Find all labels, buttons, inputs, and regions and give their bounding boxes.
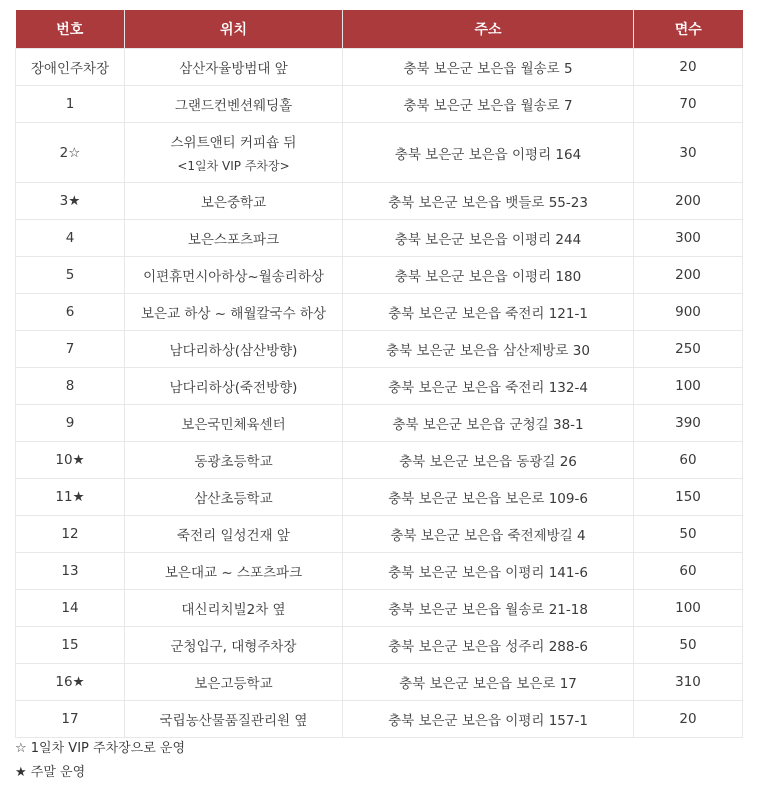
cell-number — [16, 590, 125, 627]
cell-spaces — [634, 123, 743, 183]
cell-location — [125, 664, 343, 701]
cell-number-text: 16★ — [55, 674, 85, 690]
table-row — [16, 86, 743, 123]
cell-location — [125, 627, 343, 664]
legend-notes — [15, 739, 185, 787]
cell-spaces-text: 60 — [679, 563, 697, 579]
cell-address-text: 충북 보은군 보은읍 보은로 109-6 — [388, 491, 588, 507]
cell-number — [16, 442, 125, 479]
cell-location — [125, 294, 343, 331]
cell-location — [125, 516, 343, 553]
cell-spaces-text: 50 — [679, 526, 697, 542]
cell-location — [125, 553, 343, 590]
table-row — [16, 183, 743, 220]
cell-address-text: 충북 보은군 보은읍 월송로 7 — [403, 98, 573, 114]
table-row — [16, 553, 743, 590]
cell-location-text: 국립농산물품질관리원 옆 — [159, 713, 308, 729]
cell-number — [16, 627, 125, 664]
cell-address-text: 충북 보은군 보은읍 성주리 288-6 — [388, 639, 588, 655]
cell-spaces-text: 150 — [675, 489, 701, 505]
cell-address — [343, 294, 634, 331]
cell-number — [16, 294, 125, 331]
cell-location — [125, 183, 343, 220]
cell-location — [125, 701, 343, 738]
cell-location-text: 스위트앤티 커피숍 뒤 — [170, 135, 297, 151]
cell-location — [125, 331, 343, 368]
cell-location — [125, 405, 343, 442]
cell-number-text: 2☆ — [59, 144, 81, 161]
cell-location — [125, 123, 343, 183]
cell-number-text: 10★ — [55, 452, 85, 468]
cell-address — [343, 442, 634, 479]
cell-location-text: 그랜드컨벤션웨딩홀 — [174, 98, 293, 114]
cell-number-text: 13 — [61, 563, 79, 579]
cell-address — [343, 368, 634, 405]
cell-address — [343, 553, 634, 590]
cell-spaces — [634, 86, 743, 123]
cell-number-text: 15 — [61, 637, 79, 653]
cell-location-text: 삼산초등학교 — [194, 491, 273, 507]
note-weekend: ★ 주말 운영 — [15, 765, 86, 780]
cell-address — [343, 49, 634, 86]
parking-table — [15, 10, 743, 738]
cell-number-text: 9 — [65, 415, 75, 431]
cell-number — [16, 553, 125, 590]
cell-address — [343, 516, 634, 553]
table-row — [16, 442, 743, 479]
cell-number-text: 장애인주차장 — [30, 61, 110, 77]
cell-location-text: 죽전리 일성건재 앞 — [177, 528, 290, 544]
table-row — [16, 294, 743, 331]
note-vip: ☆ 1일차 VIP 주차장으로 운영 — [15, 741, 186, 756]
cell-address — [343, 331, 634, 368]
cell-address — [343, 479, 634, 516]
header-location: 위치 — [125, 10, 343, 49]
cell-address — [343, 701, 634, 738]
cell-location-text: 보은고등학교 — [194, 676, 273, 692]
cell-spaces-text: 200 — [675, 193, 701, 209]
cell-spaces — [634, 627, 743, 664]
cell-address — [343, 123, 634, 183]
cell-address-text: 충북 보은군 보은읍 월송로 5 — [403, 61, 573, 77]
cell-number-text: 14 — [61, 600, 79, 616]
cell-spaces — [634, 664, 743, 701]
cell-spaces — [634, 368, 743, 405]
cell-address — [343, 86, 634, 123]
cell-number — [16, 123, 125, 183]
cell-spaces — [634, 49, 743, 86]
cell-address — [343, 405, 634, 442]
table-row — [16, 220, 743, 257]
table-row — [16, 590, 743, 627]
cell-spaces — [634, 183, 743, 220]
cell-location — [125, 479, 343, 516]
cell-number-text: 8 — [65, 378, 75, 394]
cell-address-text: 충북 보은군 보은읍 동광길 26 — [399, 454, 577, 470]
cell-spaces-text: 20 — [679, 59, 697, 75]
cell-address-text: 충북 보은군 보은읍 뱃들로 55-23 — [388, 195, 588, 211]
cell-location — [125, 86, 343, 123]
cell-number-text: 1 — [65, 96, 75, 112]
table-body — [16, 49, 743, 738]
cell-number-text: 3★ — [59, 193, 81, 209]
cell-location-text: 보은국민체육센터 — [181, 417, 286, 433]
cell-location-text: 남다리하상(삼산방향) — [169, 343, 298, 359]
cell-spaces — [634, 405, 743, 442]
cell-location — [125, 368, 343, 405]
cell-address-text: 충북 보은군 보은읍 보은로 17 — [399, 676, 577, 692]
cell-spaces — [634, 331, 743, 368]
cell-location — [125, 220, 343, 257]
table-row — [16, 701, 743, 738]
cell-address-text: 충북 보은군 보은읍 이평리 141-6 — [388, 565, 588, 581]
cell-location-text: 삼산자율방범대 앞 — [179, 61, 288, 77]
header-spaces: 면수 — [634, 10, 743, 49]
cell-location — [125, 442, 343, 479]
cell-spaces — [634, 479, 743, 516]
table-row — [16, 627, 743, 664]
cell-spaces-text: 200 — [675, 267, 701, 283]
cell-number — [16, 331, 125, 368]
cell-spaces-text: 20 — [679, 711, 697, 727]
cell-number-text: 12 — [61, 526, 79, 542]
cell-number-text: 6 — [65, 304, 75, 320]
table-row — [16, 49, 743, 86]
cell-location-text: 보은교 하상 ~ 해월칼국수 하상 — [141, 306, 326, 322]
cell-number — [16, 183, 125, 220]
cell-address — [343, 220, 634, 257]
table-row — [16, 479, 743, 516]
cell-location-text: 동광초등학교 — [194, 454, 273, 470]
cell-location — [125, 257, 343, 294]
cell-number-text: 11★ — [55, 489, 85, 505]
cell-address-text: 충북 보은군 보은읍 이평리 180 — [394, 269, 582, 285]
cell-address-text: 충북 보은군 보은읍 이평리 244 — [394, 232, 582, 248]
cell-number — [16, 405, 125, 442]
cell-location-text: 군청입구, 대형주차장 — [170, 639, 297, 655]
table-row — [16, 257, 743, 294]
cell-location-text: 남다리하상(죽전방향) — [169, 380, 298, 396]
table-row — [16, 405, 743, 442]
cell-address — [343, 183, 634, 220]
cell-location — [125, 590, 343, 627]
cell-location-text: 이편휴먼시아하상~월송리하상 — [143, 269, 324, 285]
cell-address — [343, 664, 634, 701]
header-address: 주소 — [343, 10, 634, 49]
cell-number — [16, 49, 125, 86]
cell-spaces-text: 900 — [675, 304, 701, 320]
cell-spaces — [634, 701, 743, 738]
cell-number-text: 17 — [61, 711, 79, 727]
cell-spaces-text: 390 — [675, 415, 701, 431]
cell-location-text: 대신리치빌2차 옆 — [181, 602, 286, 618]
cell-spaces-text: 60 — [679, 452, 697, 468]
cell-location-subtext: <1일차 VIP 주차장> — [177, 159, 290, 173]
table-header-row — [16, 10, 743, 49]
table-row — [16, 123, 743, 183]
cell-location-text: 보은스포츠파크 — [187, 232, 280, 248]
cell-location-text: 보은중학교 — [200, 195, 267, 211]
cell-number — [16, 220, 125, 257]
table-row — [16, 516, 743, 553]
cell-spaces — [634, 220, 743, 257]
cell-address — [343, 627, 634, 664]
cell-spaces — [634, 516, 743, 553]
cell-spaces-text: 100 — [675, 378, 701, 394]
cell-address-text: 충북 보은군 보은읍 군청길 38-1 — [392, 417, 584, 433]
cell-spaces-text: 300 — [675, 230, 701, 246]
cell-address-text: 충북 보은군 보은읍 죽전리 132-4 — [388, 380, 588, 396]
cell-address-text: 충북 보은군 보은읍 죽전제방길 4 — [390, 528, 586, 544]
cell-number — [16, 701, 125, 738]
cell-number — [16, 479, 125, 516]
cell-number-text: 5 — [65, 267, 75, 283]
cell-spaces — [634, 294, 743, 331]
cell-location-text: 보은대교 ~ 스포츠파크 — [164, 565, 303, 581]
cell-spaces — [634, 590, 743, 627]
cell-spaces-text: 100 — [675, 600, 701, 616]
cell-location — [125, 49, 343, 86]
cell-number — [16, 257, 125, 294]
cell-spaces — [634, 442, 743, 479]
cell-address-text: 충북 보은군 보은읍 삼산제방로 30 — [386, 343, 590, 359]
header-number: 번호 — [16, 10, 125, 49]
cell-address — [343, 257, 634, 294]
cell-number-text: 7 — [65, 341, 75, 357]
table-row — [16, 368, 743, 405]
cell-spaces — [634, 553, 743, 590]
table-row — [16, 331, 743, 368]
cell-spaces — [634, 257, 743, 294]
cell-address-text: 충북 보은군 보은읍 월송로 21-18 — [388, 602, 588, 618]
cell-spaces-text: 50 — [679, 637, 697, 653]
cell-number — [16, 86, 125, 123]
table-row — [16, 664, 743, 701]
cell-address-text: 충북 보은군 보은읍 이평리 164 — [394, 146, 582, 163]
cell-spaces-text: 70 — [679, 96, 697, 112]
cell-spaces-text: 310 — [675, 674, 701, 690]
cell-address-text: 충북 보은군 보은읍 이평리 157-1 — [388, 713, 588, 729]
cell-address — [343, 590, 634, 627]
cell-spaces-text: 30 — [679, 144, 697, 161]
cell-spaces-text: 250 — [675, 341, 701, 357]
cell-number-text: 4 — [65, 230, 75, 246]
cell-number — [16, 516, 125, 553]
cell-address-text: 충북 보은군 보은읍 죽전리 121-1 — [388, 306, 588, 322]
cell-number — [16, 664, 125, 701]
cell-number — [16, 368, 125, 405]
